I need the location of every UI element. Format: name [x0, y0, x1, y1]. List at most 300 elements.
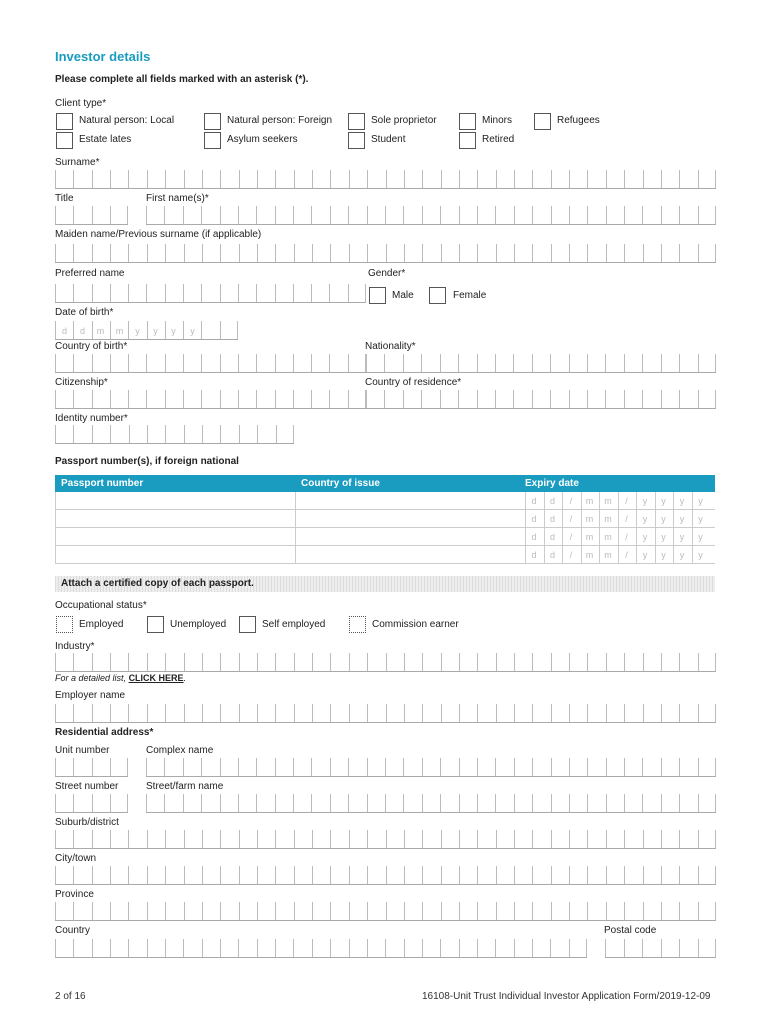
comb-divider — [238, 284, 239, 302]
comb-divider — [624, 866, 625, 884]
comb-divider — [275, 170, 276, 188]
checkbox-natural-person-local[interactable] — [56, 113, 73, 130]
checkbox-student[interactable] — [348, 132, 365, 149]
comb-divider — [183, 206, 184, 224]
comb-divider — [569, 206, 570, 224]
comb-divider — [110, 794, 111, 812]
checkbox-male[interactable] — [369, 287, 386, 304]
comb-divider — [587, 170, 588, 188]
expiry-date-cell[interactable]: / — [562, 492, 579, 510]
comb-divider — [256, 758, 257, 776]
comb-divider — [220, 866, 221, 884]
placeholder-char: y — [190, 326, 195, 336]
dob-field[interactable] — [55, 322, 238, 340]
checkbox-label: Retired — [482, 134, 515, 145]
expiry-date-cell[interactable]: y — [655, 546, 672, 564]
citizenship-field[interactable] — [55, 391, 366, 409]
comb-divider — [458, 390, 459, 408]
passport-banner-text: Attach a certified copy of each passport. — [61, 578, 254, 589]
comb-divider — [532, 206, 533, 224]
comb-divider — [587, 390, 588, 408]
comb-divider — [679, 704, 680, 722]
comb-divider — [459, 704, 460, 722]
comb-divider — [238, 354, 239, 372]
occupation-option-label: Employed — [79, 619, 124, 630]
checkbox-refugees[interactable] — [534, 113, 551, 130]
comb-divider — [275, 866, 276, 884]
surname-field[interactable] — [55, 171, 716, 189]
citizenship-label: Citizenship* — [55, 377, 108, 388]
comb-divider — [55, 794, 56, 812]
comb-divider — [165, 170, 166, 188]
comb-divider — [624, 206, 625, 224]
comb-divider — [165, 902, 166, 920]
comb-divider — [330, 653, 331, 671]
employer-name-label: Employer name — [55, 690, 126, 701]
comb-divider — [239, 704, 240, 722]
comb-divider — [404, 170, 405, 188]
comb-divider — [202, 244, 203, 262]
comb-divider — [679, 244, 680, 262]
comb-divider — [587, 866, 588, 884]
comb-divider — [348, 284, 349, 302]
comb-divider — [201, 206, 202, 224]
comb-divider — [422, 758, 423, 776]
comb-divider — [404, 866, 405, 884]
comb-divider — [293, 284, 294, 302]
comb-divider — [606, 206, 607, 224]
country-of-issue-cell[interactable] — [295, 510, 519, 528]
comb-divider — [256, 284, 257, 302]
comb-divider — [312, 902, 313, 920]
checkbox-label: Natural person: Local — [79, 115, 175, 126]
expiry-date-cell[interactable]: / — [562, 510, 579, 528]
passport-number-cell[interactable] — [55, 510, 295, 528]
street-name-field[interactable] — [146, 795, 716, 813]
suburb-label: Suburb/district — [55, 817, 119, 828]
comb-divider — [202, 902, 203, 920]
expiry-date-cell[interactable]: m — [581, 510, 598, 528]
comb-divider — [569, 704, 570, 722]
comb-divider — [679, 653, 680, 671]
comb-divider — [477, 206, 478, 224]
comb-divider — [532, 354, 533, 372]
comb-divider — [661, 390, 662, 408]
comb-divider — [257, 425, 258, 443]
checkbox-minors[interactable] — [459, 113, 476, 130]
comb-divider — [569, 653, 570, 671]
expiry-date-cell[interactable]: y — [655, 492, 672, 510]
comb-divider — [459, 830, 460, 848]
checkbox-self-employed[interactable] — [239, 616, 256, 633]
comb-divider — [73, 244, 74, 262]
placeholder-char: y — [135, 326, 140, 336]
comb-divider — [110, 284, 111, 302]
complex-name-field[interactable] — [146, 759, 716, 777]
comb-divider — [202, 866, 203, 884]
comb-divider — [201, 354, 202, 372]
comb-divider — [294, 866, 295, 884]
comb-divider — [92, 244, 93, 262]
comb-divider — [202, 425, 203, 443]
comb-divider — [220, 284, 221, 302]
checkbox-estate-lates[interactable] — [56, 132, 73, 149]
comb-divider — [293, 390, 294, 408]
expiry-date-cell[interactable]: y — [673, 510, 690, 528]
comb-divider — [606, 794, 607, 812]
comb-divider — [532, 902, 533, 920]
comb-divider — [147, 830, 148, 848]
occupation-option-label: Commission earner — [372, 619, 459, 630]
expiry-date-cell[interactable]: y — [692, 528, 709, 546]
comb-divider — [55, 704, 56, 722]
comb-divider — [624, 170, 625, 188]
comb-divider — [624, 758, 625, 776]
country-field[interactable] — [55, 940, 587, 958]
expiry-date-cell[interactable]: m — [599, 492, 616, 510]
comb-divider — [661, 939, 662, 957]
expiry-date-cell[interactable]: m — [599, 510, 616, 528]
expiry-date-cell[interactable]: / — [618, 510, 635, 528]
comb-divider — [73, 653, 74, 671]
comb-divider — [183, 794, 184, 812]
comb-divider — [147, 244, 148, 262]
comb-divider — [661, 866, 662, 884]
expiry-date-cell[interactable]: m — [581, 528, 598, 546]
comb-divider — [73, 902, 74, 920]
industry-field[interactable] — [55, 654, 716, 672]
expiry-date-cell[interactable]: y — [673, 546, 690, 564]
expiry-date-cell[interactable]: / — [618, 546, 635, 564]
comb-divider — [421, 390, 422, 408]
passport-number-cell[interactable] — [55, 492, 295, 510]
expiry-date-cell[interactable]: y — [636, 528, 653, 546]
country-of-residence-label: Country of residence* — [365, 377, 462, 388]
country-of-birth-field[interactable] — [55, 355, 366, 373]
checkbox-sole-proprietor[interactable] — [348, 113, 365, 130]
comb-divider — [220, 758, 221, 776]
comb-divider — [386, 170, 387, 188]
gender-male-label: Male — [392, 290, 414, 301]
col-expiry-date: Expiry date — [525, 478, 579, 489]
comb-divider — [385, 939, 386, 957]
comb-divider — [514, 170, 515, 188]
comb-divider — [256, 354, 257, 372]
comb-divider — [311, 354, 312, 372]
col-passport-number: Passport number — [61, 478, 144, 489]
comb-divider — [367, 244, 368, 262]
comb-divider — [606, 758, 607, 776]
comb-divider — [366, 354, 367, 372]
comb-divider — [624, 794, 625, 812]
comb-divider — [164, 794, 165, 812]
comb-divider — [349, 653, 350, 671]
comb-divider — [238, 390, 239, 408]
comb-divider — [715, 653, 716, 671]
comb-divider — [642, 939, 643, 957]
comb-divider — [92, 170, 93, 188]
comb-divider — [349, 170, 350, 188]
comb-divider — [201, 794, 202, 812]
comb-divider — [532, 653, 533, 671]
expiry-date-cell[interactable]: / — [562, 546, 579, 564]
city-field[interactable] — [55, 867, 716, 885]
expiry-date-cell[interactable]: d — [525, 546, 542, 564]
comb-divider — [165, 653, 166, 671]
comb-divider — [110, 653, 111, 671]
comb-divider — [202, 653, 203, 671]
comb-divider — [349, 830, 350, 848]
comb-divider — [643, 170, 644, 188]
comb-divider — [348, 354, 349, 372]
comb-divider — [624, 902, 625, 920]
comb-divider — [367, 794, 368, 812]
comb-divider — [514, 704, 515, 722]
comb-divider — [569, 354, 570, 372]
comb-divider — [367, 206, 368, 224]
expiry-date-cell[interactable]: / — [618, 492, 635, 510]
checkbox-commission-earner[interactable] — [349, 616, 366, 633]
comb-divider — [587, 758, 588, 776]
checkbox-retired[interactable] — [459, 132, 476, 149]
comb-divider — [220, 390, 221, 408]
comb-divider — [164, 758, 165, 776]
comb-divider — [201, 284, 202, 302]
expiry-date-cell[interactable]: / — [562, 528, 579, 546]
comb-divider — [348, 794, 349, 812]
placeholder-char: d — [79, 326, 85, 336]
expiry-date-cell[interactable]: y — [636, 546, 653, 564]
comb-divider — [587, 830, 588, 848]
comb-divider — [165, 425, 166, 443]
comb-divider — [550, 354, 551, 372]
comb-divider — [459, 902, 460, 920]
comb-divider — [165, 704, 166, 722]
expiry-date-cell[interactable]: y — [692, 492, 709, 510]
comb-divider — [496, 653, 497, 671]
expiry-date-cell[interactable]: d — [544, 510, 561, 528]
comb-divider — [55, 206, 56, 224]
comb-divider — [92, 758, 93, 776]
comb-divider — [643, 704, 644, 722]
province-field[interactable] — [55, 903, 716, 921]
expiry-date-cell[interactable]: m — [581, 492, 598, 510]
expiry-date-cell[interactable]: m — [599, 546, 616, 564]
comb-divider — [514, 902, 515, 920]
comb-divider — [365, 284, 366, 302]
first-names-field[interactable] — [146, 207, 716, 225]
surname-label: Surname* — [55, 157, 100, 168]
comb-divider — [73, 830, 74, 848]
comb-divider — [477, 390, 478, 408]
placeholder-char: y — [153, 326, 158, 336]
comb-divider — [146, 206, 147, 224]
comb-divider — [202, 939, 203, 957]
country-of-issue-cell[interactable] — [295, 528, 519, 546]
expiry-date-cell[interactable]: d — [544, 528, 561, 546]
expiry-date-cell[interactable]: / — [618, 528, 635, 546]
comb-divider — [110, 939, 111, 957]
comb-divider — [128, 653, 129, 671]
comb-divider — [715, 206, 716, 224]
comb-divider — [384, 354, 385, 372]
expiry-date-cell[interactable]: y — [692, 546, 709, 564]
comb-divider — [624, 354, 625, 372]
placeholder-char: y — [171, 326, 176, 336]
expiry-date-cell[interactable]: y — [655, 510, 672, 528]
comb-divider — [477, 354, 478, 372]
suburb-field[interactable] — [55, 831, 716, 849]
comb-divider — [679, 390, 680, 408]
country-of-issue-cell[interactable] — [295, 492, 519, 510]
comb-divider — [386, 653, 387, 671]
comb-divider — [349, 902, 350, 920]
comb-divider — [441, 653, 442, 671]
comb-divider — [587, 902, 588, 920]
comb-divider — [532, 170, 533, 188]
comb-divider — [532, 758, 533, 776]
comb-divider — [73, 425, 74, 443]
expiry-date-cell[interactable]: y — [636, 492, 653, 510]
identity-number-field[interactable] — [55, 426, 294, 444]
comb-divider — [146, 284, 147, 302]
comb-divider — [403, 206, 404, 224]
comb-divider — [458, 354, 459, 372]
expiry-date-cell[interactable]: y — [673, 528, 690, 546]
city-label: City/town — [55, 853, 97, 864]
comb-divider — [367, 704, 368, 722]
comb-divider — [698, 939, 699, 957]
title-field[interactable] — [55, 207, 128, 225]
expiry-date-cell[interactable]: d — [544, 492, 561, 510]
comb-divider — [184, 170, 185, 188]
comb-divider — [532, 704, 533, 722]
comb-divider — [127, 794, 128, 812]
expiry-date-cell[interactable]: d — [525, 510, 542, 528]
expiry-date-cell[interactable]: y — [636, 510, 653, 528]
country-of-issue-cell[interactable] — [295, 546, 519, 564]
comb-divider — [294, 653, 295, 671]
preferred-name-label: Preferred name — [55, 268, 125, 279]
comb-divider — [440, 794, 441, 812]
comb-divider — [422, 830, 423, 848]
passport-number-cell[interactable] — [55, 546, 295, 564]
comb-divider — [624, 244, 625, 262]
comb-divider — [146, 354, 147, 372]
comb-divider — [127, 206, 128, 224]
dob-label: Date of birth* — [55, 307, 114, 318]
comb-divider — [110, 758, 111, 776]
comb-divider — [275, 244, 276, 262]
comb-divider — [92, 866, 93, 884]
comb-divider — [459, 170, 460, 188]
comb-divider — [643, 653, 644, 671]
comb-divider — [312, 170, 313, 188]
comb-divider — [276, 425, 277, 443]
expiry-date-cell[interactable]: m — [581, 546, 598, 564]
checkbox-employed[interactable] — [56, 616, 73, 633]
comb-divider — [256, 390, 257, 408]
street-number-field[interactable] — [55, 795, 128, 813]
nationality-field[interactable] — [366, 355, 716, 373]
comb-divider — [165, 284, 166, 302]
expiry-date-cell[interactable]: m — [599, 528, 616, 546]
passport-heading: Passport number(s), if foreign national — [55, 456, 239, 467]
comb-divider — [220, 244, 221, 262]
checkbox-female[interactable] — [429, 287, 446, 304]
comb-divider — [129, 425, 130, 443]
comb-divider — [605, 390, 606, 408]
comb-divider — [257, 902, 258, 920]
comb-divider — [586, 939, 587, 957]
comb-divider — [55, 830, 56, 848]
comb-divider — [679, 866, 680, 884]
expiry-date-cell[interactable]: d — [525, 528, 542, 546]
comb-divider — [679, 830, 680, 848]
expiry-date-cell[interactable]: y — [673, 492, 690, 510]
employer-name-field[interactable] — [55, 705, 716, 723]
country-of-residence-field[interactable] — [366, 391, 716, 409]
expiry-date-cell[interactable]: d — [525, 492, 542, 510]
comb-divider — [661, 830, 662, 848]
checkbox-label: Natural person: Foreign — [227, 115, 333, 126]
comb-divider — [184, 244, 185, 262]
checkbox-label: Sole proprietor — [371, 115, 437, 126]
click-here-link[interactable]: CLICK HERE — [128, 673, 184, 683]
comb-divider — [569, 902, 570, 920]
comb-divider — [201, 758, 202, 776]
comb-divider — [184, 425, 185, 443]
preferred-name-field[interactable] — [55, 285, 366, 303]
comb-divider — [330, 758, 331, 776]
comb-divider — [312, 830, 313, 848]
comb-divider — [661, 653, 662, 671]
comb-divider — [55, 390, 56, 408]
unit-number-field[interactable] — [55, 759, 128, 777]
passport-number-cell[interactable] — [55, 528, 295, 546]
postal-code-field[interactable] — [605, 940, 716, 958]
passport-row — [55, 546, 715, 564]
checkbox-natural-person-foreign[interactable] — [204, 113, 221, 130]
comb-divider — [496, 902, 497, 920]
maiden-name-field[interactable] — [55, 245, 716, 263]
comb-divider — [679, 354, 680, 372]
comb-divider — [349, 939, 350, 957]
comb-divider — [514, 866, 515, 884]
expiry-date-cell[interactable]: y — [692, 510, 709, 528]
comb-divider — [220, 939, 221, 957]
comb-divider — [312, 653, 313, 671]
comb-divider — [92, 653, 93, 671]
comb-divider — [715, 902, 716, 920]
comb-divider — [514, 653, 515, 671]
expiry-date-cell[interactable]: d — [544, 546, 561, 564]
comb-divider — [624, 830, 625, 848]
period: . — [183, 673, 187, 683]
comb-divider — [715, 758, 716, 776]
expiry-date-cell[interactable]: y — [655, 528, 672, 546]
comb-divider — [275, 206, 276, 224]
country-of-birth-label: Country of birth* — [55, 341, 128, 352]
comb-divider — [294, 244, 295, 262]
nationality-label: Nationality* — [365, 341, 416, 352]
checkbox-unemployed[interactable] — [147, 616, 164, 633]
comb-divider — [330, 830, 331, 848]
checkbox-asylum-seekers[interactable] — [204, 132, 221, 149]
comb-divider — [127, 758, 128, 776]
comb-divider — [698, 704, 699, 722]
comb-divider — [496, 830, 497, 848]
